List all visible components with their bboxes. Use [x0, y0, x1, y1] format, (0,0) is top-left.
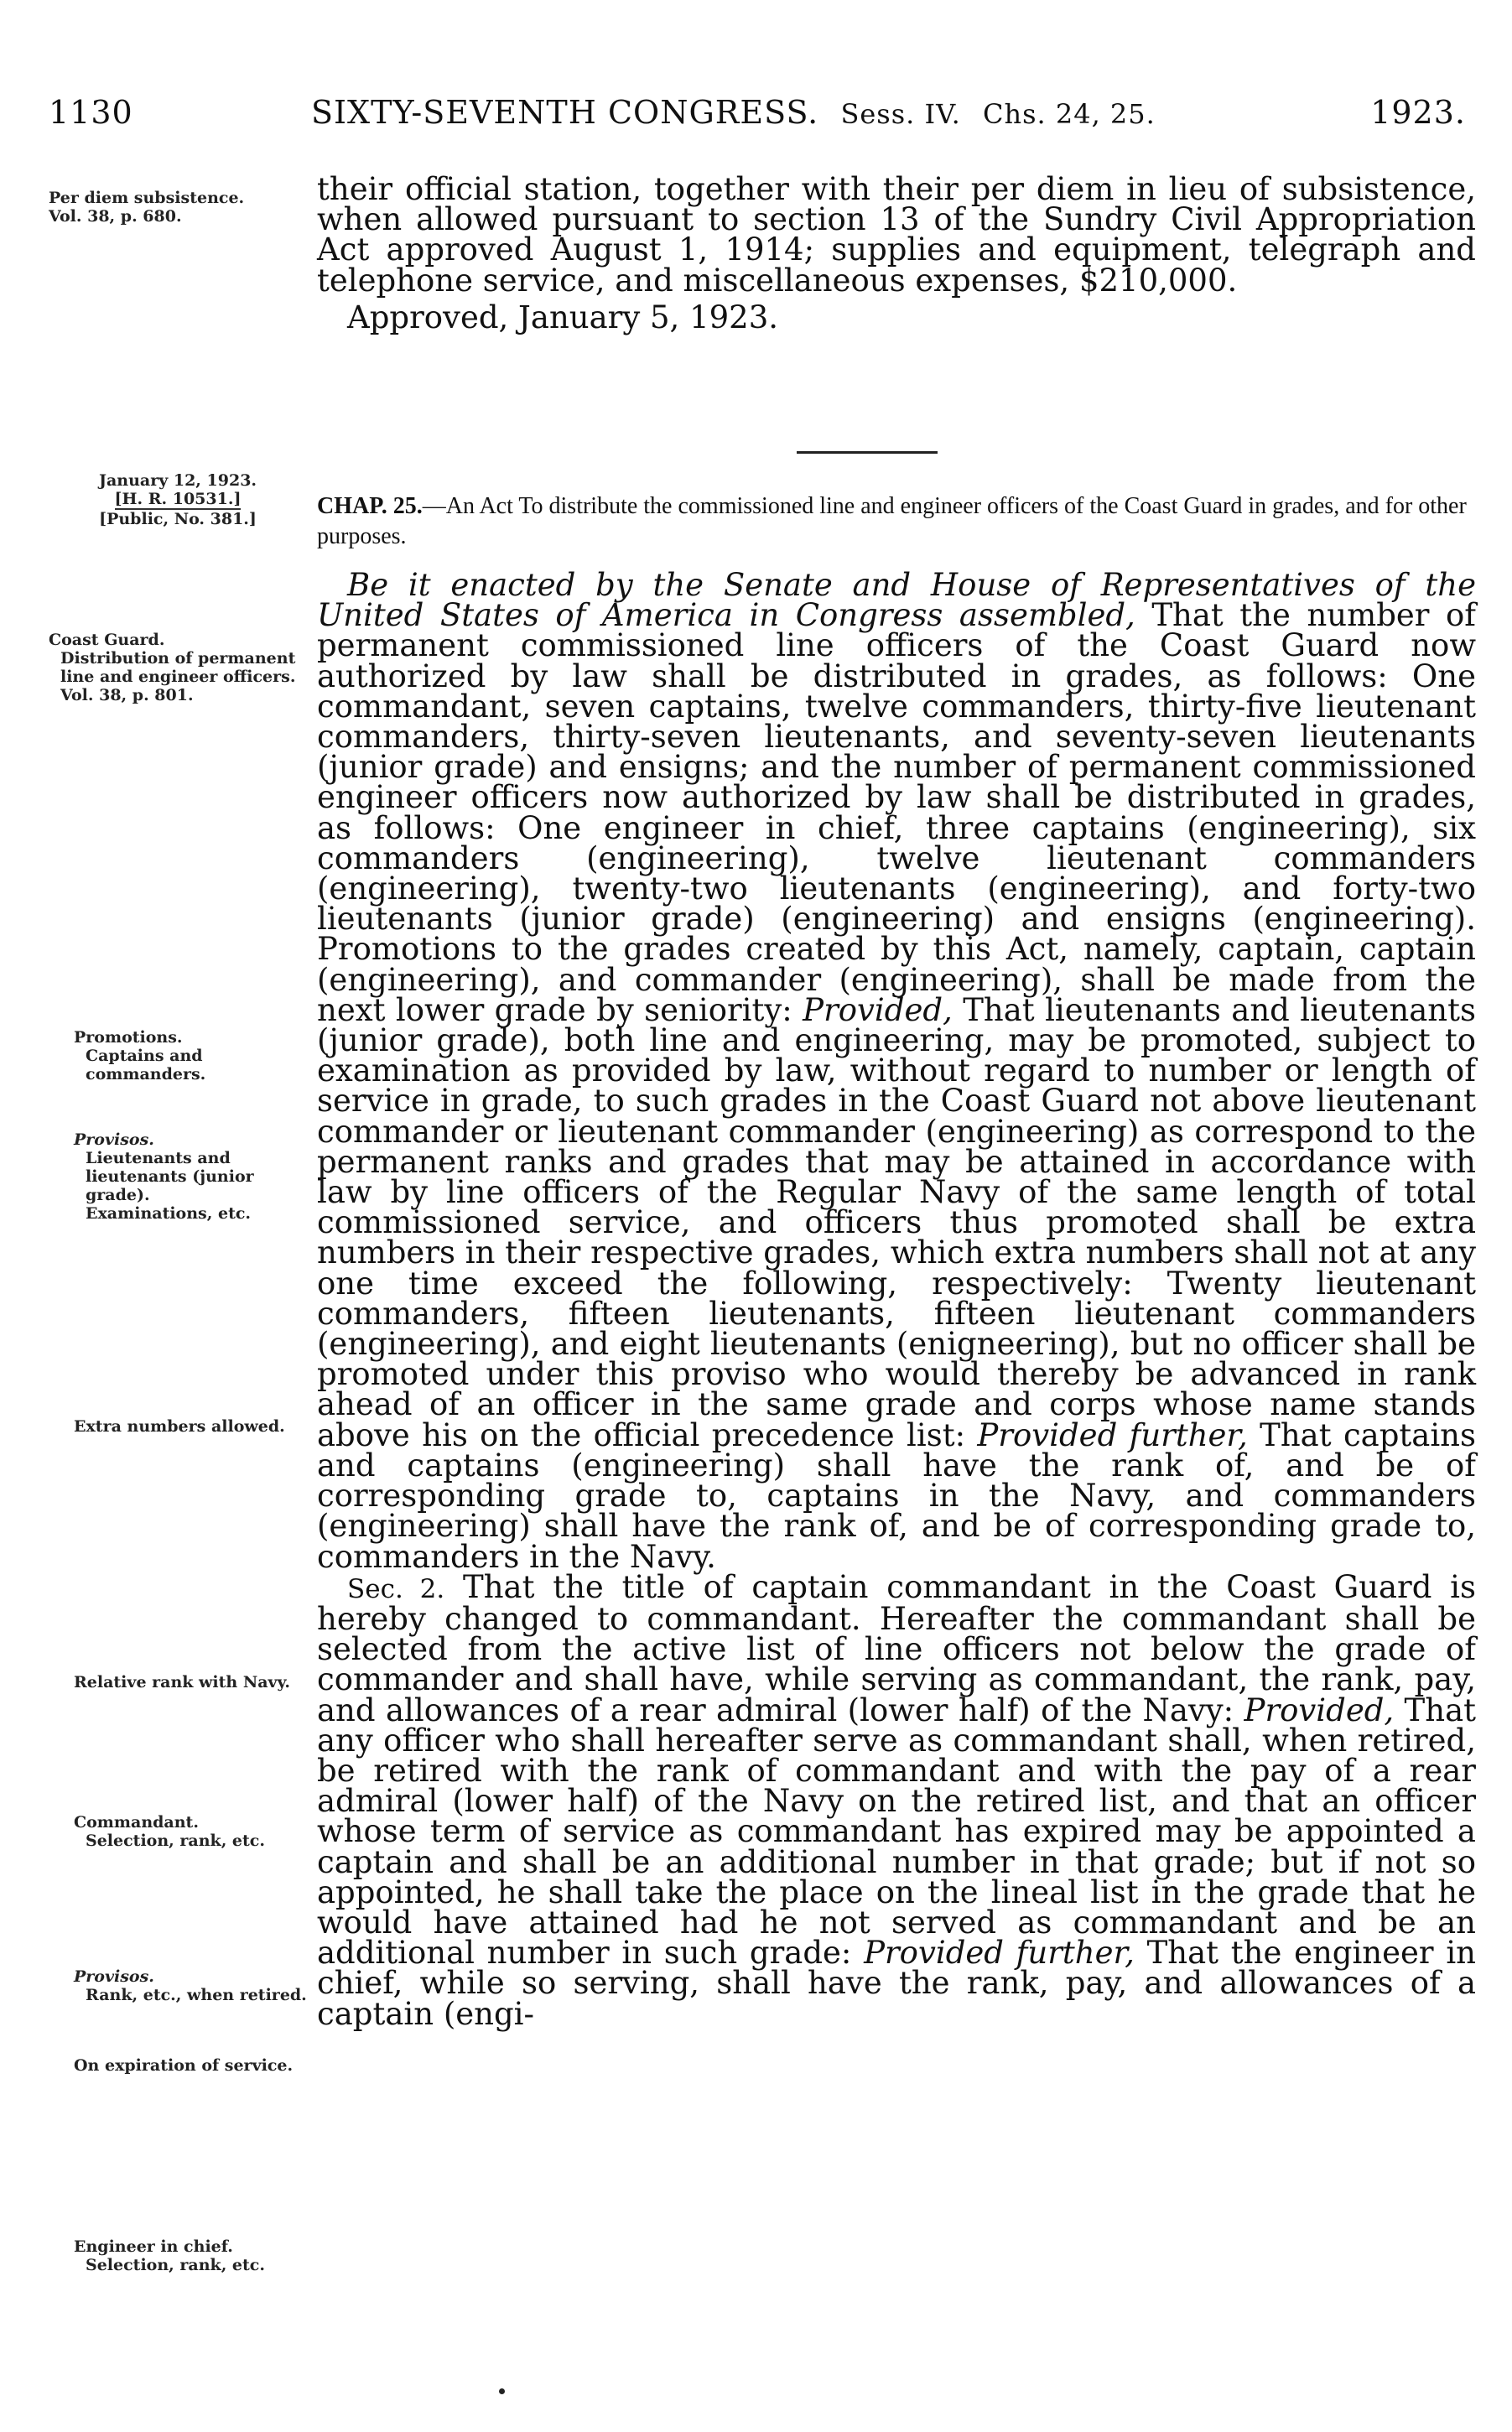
chapter-title: —An Act To distribute the commissioned line and engineer officers of the Coast Guard in grades, and for other purposes.: [317, 493, 1467, 549]
distribution-ref: Vol. 38, p. 801.: [60, 686, 194, 704]
engineer-selection-note: Selection, rank, etc.: [86, 2256, 265, 2274]
proviso-1: Provided,: [803, 991, 953, 1028]
lieutenants-note: Lieutenants and lieutenants (junior grade).: [86, 1149, 254, 1204]
bill-metadata: [44, 471, 312, 528]
captains-note: Captains and commanders.: [86, 1047, 206, 1083]
extra-numbers-note: Extra numbers allowed.: [74, 1417, 285, 1436]
relative-rank-note: Relative rank with Navy.: [74, 1673, 291, 1691]
approved-date: Approved, January 5, 1923.: [347, 299, 779, 335]
section-divider: [797, 451, 938, 454]
distribution-note: Distribution of permanent line and engineer officers.: [60, 649, 296, 686]
section-1: Be it enacted by the Senate and House of Representatives of the United States of America in Congress assembled, That the number of permanent commissioned line officers of the Coast Guard now authorized by law shall be distributed in grades, as follows: One commandant, seven captains, twelve commanders, thirty-five lieutenant commanders, thirty-seven lieutenants, and seventy-seven lieutenants (junior grade) and ensigns; and the number of permanent commissioned engineer officers now authorized by law shall be distributed in grades, as follows: One engineer in chief, three captains (engineering), six commanders (engineering), twelve lieutenant commanders (engineering), twenty-two lieutenants (engineering), and forty-two lieutenants (junior grade) (engineering) and ensigns (engineering). Promotions to the grades created by this Act, namely, captain, captain (engineering), and commander (engineering), shall be made from the next lower grade by seniority: Provided, That lieutenants and lieutenants (junior grade), both line and engineering, may be promoted, subject to examination as provided by law, without regard to number or length of service in grade, to such grades in the Coast Guard not above lieutenant commander or lieutenant commander (engineering) as correspond to the permanent ranks and grades that may be attained in accordance with law by line officers of the Regular Navy of the same length of total commissioned service, and officers thus promoted shall be extra numbers in their respective grades, which extra numbers shall not at any one time exceed the following, respectively: Twenty lieutenant commanders, fifteen lieutenants, fifteen lieutenant commanders (engineering), and eight lieutenants (enigneering), but no officer shall be promoted under this proviso who would thereby be advanced in rank ahead of an officer in the same grade and corps whose name stands above his on the official precedence list: Provided further, That captains and captains (engineering) shall have the rank of, and be of corresponding grade to, captains in the Navy, and commanders (engineering) shall have the rank of, and be of corresponding grade to, commanders in the Navy.: [317, 567, 1477, 1575]
chapter-25-body: [317, 567, 1477, 2032]
per-diem-ref: Vol. 38, p. 680.: [49, 207, 182, 226]
provisos-note-2: Provisos.: [74, 1967, 154, 1986]
header-year: 1923.: [1370, 94, 1466, 131]
promotions-note: Promotions.: [74, 1028, 183, 1047]
congress-title: SIXTY-SEVENTH CONGRESS.: [311, 94, 819, 131]
section-2-label: Sec. 2.: [347, 1573, 445, 1604]
enacting-clause: Be it enacted by the Senate and House of Representatives of the United States of America in Congress assembled,: [317, 567, 1476, 634]
chapter-heading: [317, 491, 1476, 552]
paragraph-appropriation: their official station, together with their per diem in lieu of subsistence, when allowed pursuant to section 13 of the Sundry Civil Appropriation Act approved August 1, 1914; supplies and equipment, telegraph and telephone service, and miscellaneous expenses, $210,000.: [317, 171, 1476, 299]
margin-note-engineer: [74, 2237, 317, 2274]
proviso-2: Provided,: [1244, 1691, 1395, 1728]
margin-note-provisos-1: [74, 1130, 317, 1223]
section-2: Sec. 2. That the title of captain commandant in the Coast Guard is hereby changed to commandant. Hereafter the commandant shall be selected from the active list of line officers not below the grade of commander and shall have, while serving as commandant, the rank, pay, and allowances of a rear admiral (lower half) of the Navy: Provided, That any officer who shall hereafter serve as commandant shall, when retired, be retired with the rank of commandant and with the pay of a rear admiral (lower half) of the Navy on the retired list, and that an officer whose term of service as commandant has expired may be appointed a captain and shall be an additional number in that grade; but if not so appointed, he shall take the place on the lineal list in the grade that he would have attained had he not served as commandant and be an additional number in such grade: Provided further, That the engineer in chief, while so serving, shall have the rank, pay, and allowances of a captain (engi-: [317, 1568, 1477, 2032]
margin-note-expiration: [74, 2056, 317, 2075]
running-header: [49, 94, 1474, 144]
coast-guard-note: Coast Guard.: [49, 631, 165, 649]
commandant-note: Commandant.: [74, 1813, 199, 1832]
bill-hr-number: [H. R. 10531.]: [114, 490, 242, 508]
margin-note-per-diem: [49, 189, 309, 226]
margin-note-promotions: [74, 1028, 317, 1083]
chapter-label: CHAP. 25.: [317, 493, 423, 519]
bill-date: January 12, 1923.: [98, 471, 257, 490]
chapter-24-ending: [317, 171, 1476, 335]
session-label: Sess. IV.: [840, 98, 961, 130]
margin-note-commandant: [74, 1813, 317, 1850]
engineer-chief-note: Engineer in chief.: [74, 2237, 233, 2256]
provisos-note: Provisos.: [74, 1130, 154, 1149]
examinations-note: Examinations, etc.: [86, 1204, 252, 1223]
rank-retired-note: Rank, etc., when retired.: [86, 1986, 307, 2004]
per-diem-note: Per diem subsistence.: [49, 189, 245, 207]
public-law-number: [Public, No. 381.]: [99, 510, 257, 528]
proviso-further-1: Provided further,: [977, 1416, 1248, 1453]
expiration-note: On expiration of service.: [74, 2056, 294, 2075]
margin-note-coast-guard: [49, 631, 309, 704]
page-mark: [499, 2388, 505, 2394]
margin-note-relative-rank: [74, 1673, 317, 1691]
margin-note-extra-numbers: [74, 1417, 317, 1436]
chapters-label: Chs. 24, 25.: [982, 98, 1156, 130]
page-number: 1130: [49, 94, 133, 131]
selection-note: Selection, rank, etc.: [86, 1832, 265, 1850]
proviso-further-2: Provided further,: [864, 1935, 1135, 1972]
margin-note-provisos-2: [74, 1967, 317, 2004]
header-title: [311, 94, 1156, 131]
